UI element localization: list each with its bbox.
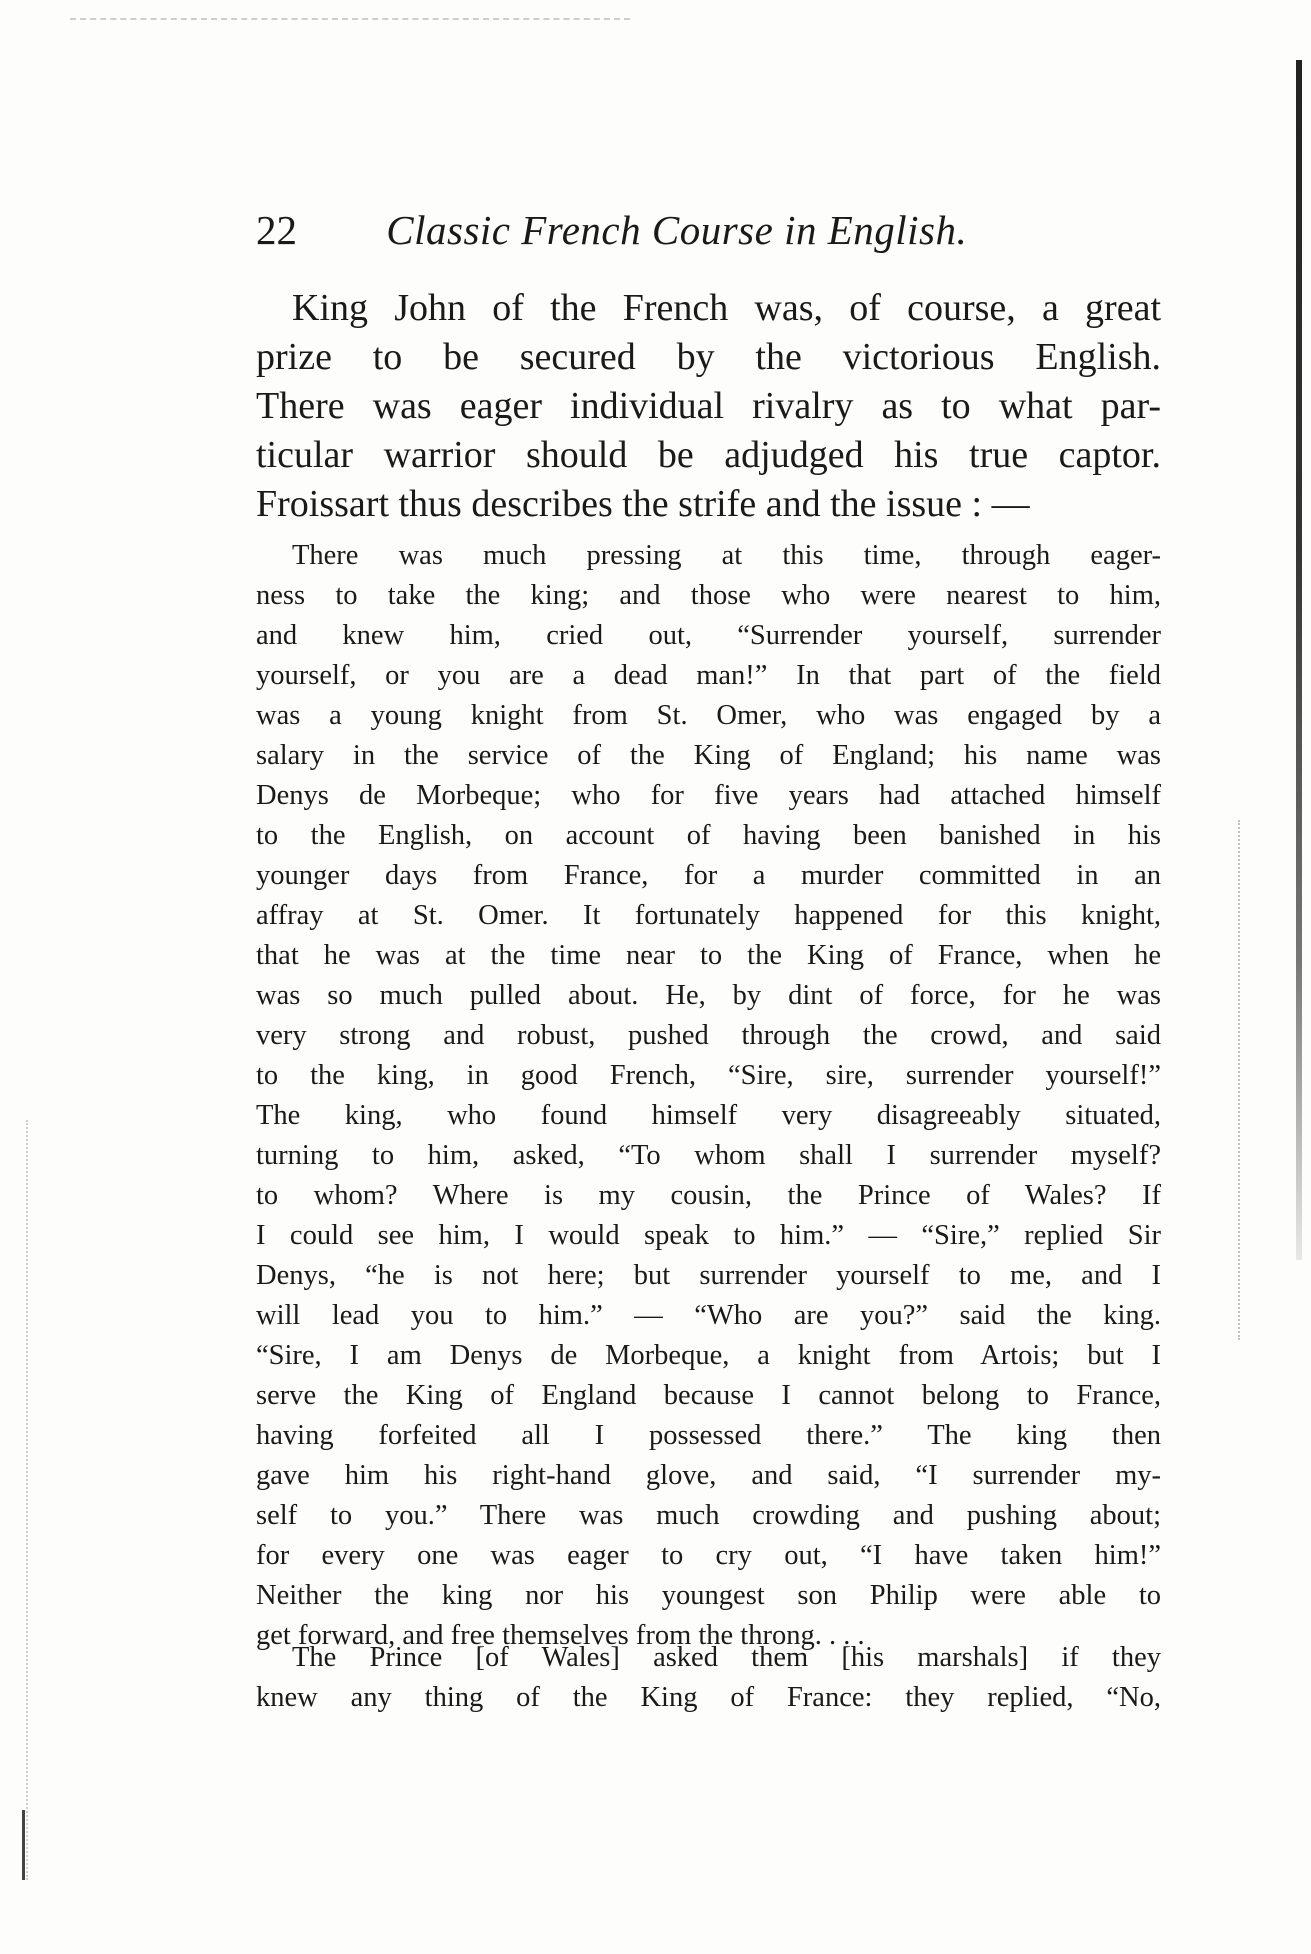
scan-edge-shadow	[1296, 60, 1302, 1260]
page-number: 22	[256, 207, 297, 253]
scan-artifact-right	[1238, 820, 1246, 1340]
text-line: that he was at the time near to the King of France, when he	[256, 940, 1161, 971]
text-line: yourself, or you are a dead man!” In that part of the field	[256, 660, 1161, 691]
text-line: serve the King of England because I cannot belong to France,	[256, 1380, 1161, 1411]
continuation-paragraph	[256, 1638, 1161, 1718]
text-line: having forfeited all I possessed there.” The king then	[256, 1420, 1161, 1451]
text-line: to the king, in good French, “Sire, sire, surrender yourself!”	[256, 1060, 1161, 1091]
scan-artifact-left	[26, 1120, 32, 1880]
text-line: to the English, on account of having been banished in his	[256, 820, 1161, 851]
intro-paragraph	[256, 284, 1161, 529]
text-line: Denys, “he is not here; but surrender yourself to me, and I	[256, 1260, 1161, 1291]
running-title: Classic French Course in English.	[386, 207, 968, 253]
text-line: for every one was eager to cry out, “I have taken him!”	[256, 1540, 1161, 1571]
text-line: very strong and robust, pushed through the crowd, and said	[256, 1020, 1161, 1051]
text-line: “Sire, I am Denys de Morbeque, a knight from Artois; but I	[256, 1340, 1161, 1371]
text-line: Neither the king nor his youngest son Philip were able to	[256, 1580, 1161, 1611]
text-line: The king, who found himself very disagreeably situated,	[256, 1100, 1161, 1131]
text-line: The Prince [of Wales] asked them [his marshals] if they	[292, 1642, 1161, 1673]
text-line: and knew him, cried out, “Surrender yourself, surrender	[256, 620, 1161, 651]
text-line: knew any thing of the King of France: they replied, “No,	[256, 1682, 1161, 1713]
scan-artifact-left-mark	[22, 1810, 25, 1880]
text-line: King John of the French was, of course, a great	[292, 287, 1161, 329]
text-line: will lead you to him.” — “Who are you?” said the king.	[256, 1300, 1161, 1331]
quoted-passage	[256, 536, 1161, 1656]
text-line: ness to take the king; and those who were nearest to him,	[256, 580, 1161, 611]
text-line: younger days from France, for a murder committed in an	[256, 860, 1161, 891]
text-line: ticular warrior should be adjudged his true captor.	[256, 434, 1161, 476]
text-line: There was much pressing at this time, through eager-	[292, 540, 1161, 571]
text-line: salary in the service of the King of England; his name was	[256, 740, 1161, 771]
text-line: get forward, and free themselves from the throng. . . .	[256, 1620, 865, 1651]
text-line: Denys de Morbeque; who for five years had attached himself	[256, 780, 1161, 811]
text-line: affray at St. Omer. It fortunately happened for this knight,	[256, 900, 1161, 931]
text-line: turning to him, asked, “To whom shall I surrender myself?	[256, 1140, 1161, 1171]
text-line: was so much pulled about. He, by dint of force, for he was	[256, 980, 1161, 1011]
text-line: to whom? Where is my cousin, the Prince of Wales? If	[256, 1180, 1161, 1211]
text-line: gave him his right-hand glove, and said, “I surrender my-	[256, 1460, 1161, 1491]
text-line: self to you.” There was much crowding and pushing about;	[256, 1500, 1161, 1531]
text-line: Froissart thus describes the strife and the issue : —	[256, 483, 1030, 525]
text-line: There was eager individual rivalry as to what par-	[256, 385, 1161, 427]
text-line: was a young knight from St. Omer, who was engaged by a	[256, 700, 1161, 731]
scan-artifact-top	[70, 18, 630, 20]
text-line: prize to be secured by the victorious English.	[256, 336, 1161, 378]
running-header	[256, 200, 1256, 260]
text-line: I could see him, I would speak to him.” — “Sire,” replied Sir	[256, 1220, 1161, 1251]
